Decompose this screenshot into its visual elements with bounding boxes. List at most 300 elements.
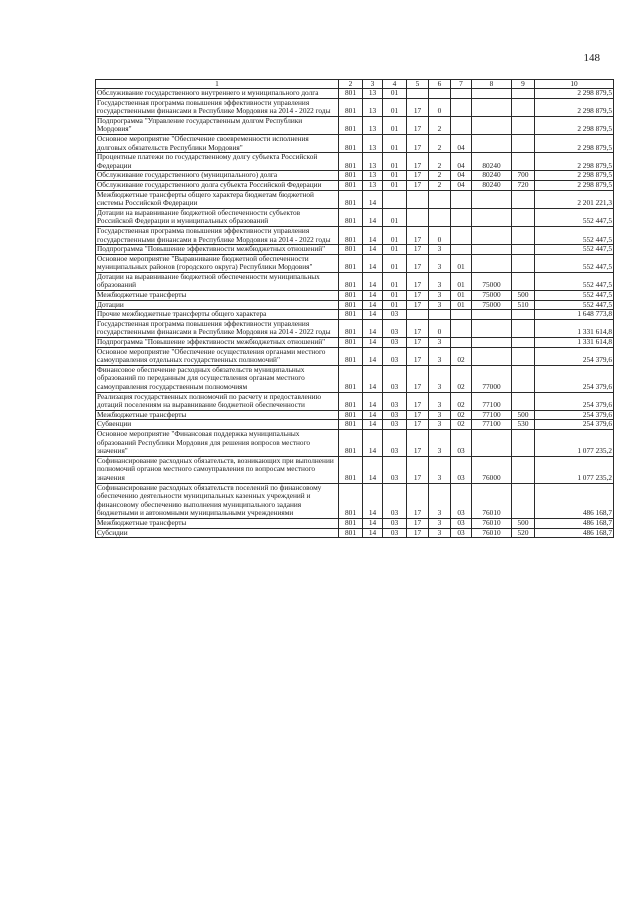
row-name: Процентные платежи по государственному долгу субъекта Российской Федерации [96, 153, 339, 171]
row-code-8 [472, 429, 512, 456]
row-code-5: 17 [407, 456, 429, 483]
row-code-3: 14 [363, 365, 383, 392]
table-row [96, 347, 614, 365]
row-code-4: 03 [383, 410, 407, 420]
row-code-3: 14 [363, 226, 383, 244]
row-name: Основное мероприятие "Выравнивание бюджетной обеспеченности муниципальных районов (городского округа) Республики Мордовия" [96, 254, 339, 272]
column-header: 3 [363, 80, 383, 89]
row-code-3: 14 [363, 254, 383, 272]
row-code-5: 17 [407, 134, 429, 152]
row-code-7: 02 [451, 392, 472, 410]
row-code-7: 03 [451, 518, 472, 528]
row-code-8: 76010 [472, 518, 512, 528]
row-code-6: 2 [429, 180, 451, 190]
row-code-9: 700 [512, 171, 535, 181]
column-header: 1 [96, 80, 339, 89]
row-code-5: 17 [407, 245, 429, 255]
row-code-5: 17 [407, 254, 429, 272]
row-code-7: 03 [451, 528, 472, 538]
row-name: Государственная программа повышения эффективности управления государственными финансами в Республике Мордовия на 2014 - 2022 годы [96, 319, 339, 337]
row-code-2: 801 [339, 245, 363, 255]
column-header: 10 [535, 80, 614, 89]
row-code-9 [512, 272, 535, 290]
table-row [96, 365, 614, 392]
row-amount: 1 331 614,8 [535, 338, 614, 348]
row-code-5: 17 [407, 347, 429, 365]
row-code-4: 03 [383, 365, 407, 392]
row-name: Субсидии [96, 528, 339, 538]
row-code-2: 801 [339, 98, 363, 116]
row-amount: 552 447,5 [535, 254, 614, 272]
row-code-7 [451, 310, 472, 320]
row-code-7: 02 [451, 347, 472, 365]
table-row [96, 254, 614, 272]
row-code-2: 801 [339, 291, 363, 301]
row-code-6: 3 [429, 245, 451, 255]
row-code-3: 13 [363, 98, 383, 116]
row-amount: 2 298 879,5 [535, 116, 614, 134]
row-code-6 [429, 208, 451, 226]
row-code-4: 03 [383, 347, 407, 365]
row-code-7: 03 [451, 483, 472, 518]
row-code-6: 2 [429, 171, 451, 181]
row-code-2: 801 [339, 310, 363, 320]
row-code-4: 03 [383, 338, 407, 348]
row-code-8 [472, 89, 512, 99]
row-code-9 [512, 190, 535, 208]
row-code-9 [512, 134, 535, 152]
row-name: Софинансирование расходных обязательств поселений по финансовому обеспечению деятельности муниципальных казенных учреждений и финансовому обеспечению выполнения муниципального задания бюджетными и автономными муниципальными учреждениями [96, 483, 339, 518]
row-code-5: 17 [407, 483, 429, 518]
row-code-5: 17 [407, 153, 429, 171]
row-code-3: 14 [363, 338, 383, 348]
row-code-8: 76010 [472, 483, 512, 518]
row-code-5: 17 [407, 291, 429, 301]
table-row [96, 300, 614, 310]
row-code-2: 801 [339, 338, 363, 348]
row-code-9 [512, 429, 535, 456]
row-code-9 [512, 310, 535, 320]
row-code-7 [451, 319, 472, 337]
column-header: 2 [339, 80, 363, 89]
row-code-7: 04 [451, 171, 472, 181]
row-code-2: 801 [339, 528, 363, 538]
row-code-8 [472, 116, 512, 134]
row-code-9 [512, 483, 535, 518]
row-code-2: 801 [339, 410, 363, 420]
row-code-5 [407, 190, 429, 208]
row-code-4: 03 [383, 420, 407, 430]
row-code-3: 14 [363, 208, 383, 226]
row-code-7: 04 [451, 134, 472, 152]
row-code-5: 17 [407, 365, 429, 392]
row-code-4: 03 [383, 319, 407, 337]
row-code-3: 14 [363, 245, 383, 255]
row-code-6: 3 [429, 420, 451, 430]
row-code-5: 17 [407, 338, 429, 348]
table-row [96, 116, 614, 134]
row-code-7: 02 [451, 420, 472, 430]
row-amount: 486 168,7 [535, 518, 614, 528]
row-code-8: 75000 [472, 291, 512, 301]
row-code-3: 14 [363, 420, 383, 430]
row-code-3: 14 [363, 518, 383, 528]
row-code-2: 801 [339, 518, 363, 528]
row-amount: 254 379,6 [535, 365, 614, 392]
row-code-6: 0 [429, 98, 451, 116]
row-code-2: 801 [339, 429, 363, 456]
row-amount: 2 298 879,5 [535, 98, 614, 116]
table-row [96, 171, 614, 181]
row-code-6: 3 [429, 347, 451, 365]
row-code-5: 17 [407, 319, 429, 337]
row-amount: 2 298 879,5 [535, 153, 614, 171]
row-code-3: 14 [363, 392, 383, 410]
row-code-5: 17 [407, 300, 429, 310]
row-code-9: 510 [512, 300, 535, 310]
row-code-7: 01 [451, 272, 472, 290]
row-code-3: 13 [363, 180, 383, 190]
row-code-9: 530 [512, 420, 535, 430]
row-code-4: 01 [383, 116, 407, 134]
row-name: Реализация государственных полномочий по расчету и предоставлению дотаций поселениям на выравнивание бюджетной обеспеченности [96, 392, 339, 410]
row-code-6: 3 [429, 392, 451, 410]
row-code-5: 17 [407, 392, 429, 410]
row-code-7: 02 [451, 365, 472, 392]
row-code-6: 3 [429, 456, 451, 483]
row-code-8 [472, 208, 512, 226]
row-code-3: 13 [363, 89, 383, 99]
row-code-6: 0 [429, 226, 451, 244]
row-code-5: 17 [407, 180, 429, 190]
row-code-2: 801 [339, 483, 363, 518]
column-header: 9 [512, 80, 535, 89]
row-code-9 [512, 153, 535, 171]
row-code-7: 04 [451, 153, 472, 171]
row-code-5 [407, 89, 429, 99]
table-row [96, 528, 614, 538]
row-amount: 254 379,6 [535, 392, 614, 410]
row-code-8: 75000 [472, 300, 512, 310]
row-code-2: 801 [339, 254, 363, 272]
row-code-3: 13 [363, 171, 383, 181]
row-code-4: 03 [383, 456, 407, 483]
row-code-6: 3 [429, 338, 451, 348]
row-code-9 [512, 116, 535, 134]
row-code-4: 01 [383, 272, 407, 290]
table-row [96, 98, 614, 116]
row-code-5: 17 [407, 410, 429, 420]
row-code-8 [472, 134, 512, 152]
row-name: Обслуживание государственного долга субъекта Российской Федерации [96, 180, 339, 190]
row-code-2: 801 [339, 420, 363, 430]
row-code-5: 17 [407, 528, 429, 538]
row-name: Подпрограмма "Повышение эффективности межбюджетных отношений" [96, 245, 339, 255]
row-name: Субвенции [96, 420, 339, 430]
row-code-5: 17 [407, 116, 429, 134]
column-header: 4 [383, 80, 407, 89]
row-amount: 552 447,5 [535, 226, 614, 244]
row-code-8: 77100 [472, 392, 512, 410]
row-code-6: 2 [429, 153, 451, 171]
column-header: 8 [472, 80, 512, 89]
row-code-8 [472, 226, 512, 244]
row-code-8 [472, 338, 512, 348]
row-code-7: 04 [451, 180, 472, 190]
row-name: Подпрограмма "Повышение эффективности межбюджетных отношений" [96, 338, 339, 348]
row-code-7 [451, 89, 472, 99]
row-code-3: 14 [363, 300, 383, 310]
row-code-7 [451, 116, 472, 134]
row-code-6: 3 [429, 429, 451, 456]
row-code-5: 17 [407, 429, 429, 456]
row-code-9 [512, 456, 535, 483]
row-amount: 552 447,5 [535, 208, 614, 226]
row-name: Межбюджетные трансферты общего характера бюджетам бюджетной системы Российской Федерации [96, 190, 339, 208]
row-code-3: 14 [363, 410, 383, 420]
row-code-4: 01 [383, 254, 407, 272]
row-code-3: 13 [363, 153, 383, 171]
row-code-6: 3 [429, 254, 451, 272]
row-amount: 2 201 221,3 [535, 190, 614, 208]
row-code-6: 3 [429, 291, 451, 301]
row-code-3: 13 [363, 116, 383, 134]
row-code-4: 01 [383, 134, 407, 152]
row-code-7 [451, 98, 472, 116]
row-amount: 1 077 235,2 [535, 456, 614, 483]
row-code-4: 03 [383, 392, 407, 410]
row-code-3: 14 [363, 310, 383, 320]
row-code-4: 01 [383, 208, 407, 226]
table-row [96, 310, 614, 320]
row-code-6 [429, 310, 451, 320]
row-code-6 [429, 89, 451, 99]
row-code-7: 01 [451, 291, 472, 301]
table-row [96, 180, 614, 190]
table-row [96, 518, 614, 528]
row-code-9: 500 [512, 410, 535, 420]
row-code-9: 500 [512, 291, 535, 301]
row-code-2: 801 [339, 171, 363, 181]
row-code-6: 3 [429, 272, 451, 290]
row-name: Межбюджетные трансферты [96, 518, 339, 528]
row-code-8 [472, 245, 512, 255]
row-code-2: 801 [339, 208, 363, 226]
row-name: Государственная программа повышения эффективности управления государственными финансами в Республике Мордовия на 2014 - 2022 годы [96, 226, 339, 244]
row-code-8 [472, 347, 512, 365]
table-row [96, 429, 614, 456]
row-code-6: 3 [429, 518, 451, 528]
row-code-2: 801 [339, 365, 363, 392]
table-row [96, 272, 614, 290]
row-code-2: 801 [339, 272, 363, 290]
row-code-6: 3 [429, 483, 451, 518]
row-code-3: 14 [363, 429, 383, 456]
row-amount: 2 298 879,5 [535, 180, 614, 190]
row-name: Прочие межбюджетные трансферты общего характера [96, 310, 339, 320]
page-number: 148 [583, 52, 600, 64]
row-code-8: 76010 [472, 528, 512, 538]
row-code-6: 3 [429, 300, 451, 310]
row-code-7: 03 [451, 429, 472, 456]
column-header: 7 [451, 80, 472, 89]
row-code-2: 801 [339, 134, 363, 152]
row-code-9 [512, 392, 535, 410]
row-code-6 [429, 190, 451, 208]
row-code-2: 801 [339, 116, 363, 134]
row-amount: 254 379,6 [535, 347, 614, 365]
row-code-4: 01 [383, 98, 407, 116]
row-code-8: 80240 [472, 171, 512, 181]
row-code-4: 01 [383, 245, 407, 255]
row-code-3: 14 [363, 483, 383, 518]
row-amount: 552 447,5 [535, 245, 614, 255]
row-code-2: 801 [339, 180, 363, 190]
row-name: Основное мероприятие "Обеспечение своевременности исполнения долговых обязательств Республики Мордовия" [96, 134, 339, 152]
row-amount: 2 298 879,5 [535, 134, 614, 152]
row-amount: 552 447,5 [535, 300, 614, 310]
row-code-3: 13 [363, 134, 383, 152]
row-code-9: 520 [512, 528, 535, 538]
column-header: 6 [429, 80, 451, 89]
row-code-7 [451, 245, 472, 255]
table-row [96, 89, 614, 99]
row-code-4: 03 [383, 518, 407, 528]
row-code-4: 03 [383, 429, 407, 456]
row-code-9 [512, 208, 535, 226]
row-code-9: 720 [512, 180, 535, 190]
row-code-4: 03 [383, 528, 407, 538]
table-row [96, 208, 614, 226]
table-row [96, 456, 614, 483]
row-code-9: 500 [512, 518, 535, 528]
row-code-9 [512, 89, 535, 99]
row-code-8 [472, 98, 512, 116]
row-amount: 486 168,7 [535, 483, 614, 518]
row-code-7: 01 [451, 300, 472, 310]
row-name: Основное мероприятие "Финансовая поддержка муниципальных образований Республики Мордовия для решения вопросов местного значения" [96, 429, 339, 456]
row-code-9 [512, 98, 535, 116]
row-code-4: 03 [383, 310, 407, 320]
table-row [96, 410, 614, 420]
row-name: Государственная программа повышения эффективности управления государственными финансами в Республике Мордовия на 2014 - 2022 годы [96, 98, 339, 116]
row-code-6: 2 [429, 134, 451, 152]
row-amount: 2 298 879,5 [535, 89, 614, 99]
row-amount: 254 379,6 [535, 420, 614, 430]
row-amount: 1 648 773,8 [535, 310, 614, 320]
row-code-4: 01 [383, 226, 407, 244]
row-code-8 [472, 190, 512, 208]
table-row [96, 134, 614, 152]
row-code-2: 801 [339, 392, 363, 410]
row-code-2: 801 [339, 226, 363, 244]
row-amount: 552 447,5 [535, 291, 614, 301]
row-code-5 [407, 208, 429, 226]
row-name: Финансовое обеспечение расходных обязательств муниципальных образований по переданным для осуществления органам местного самоуправления государственным полномочиям [96, 365, 339, 392]
row-code-9 [512, 254, 535, 272]
column-header: 5 [407, 80, 429, 89]
row-code-8: 77100 [472, 420, 512, 430]
row-amount: 2 298 879,5 [535, 171, 614, 181]
row-code-7 [451, 190, 472, 208]
budget-table [95, 79, 614, 538]
row-code-2: 801 [339, 89, 363, 99]
row-code-4: 01 [383, 171, 407, 181]
row-code-3: 14 [363, 347, 383, 365]
row-code-7 [451, 338, 472, 348]
row-name: Дотации на выравнивание бюджетной обеспеченности субъектов Российской Федерации и муниципальных образований [96, 208, 339, 226]
row-code-5: 17 [407, 226, 429, 244]
row-code-9 [512, 338, 535, 348]
table-row [96, 153, 614, 171]
table-row [96, 420, 614, 430]
table-row [96, 483, 614, 518]
row-code-2: 801 [339, 153, 363, 171]
row-code-2: 801 [339, 190, 363, 208]
row-code-2: 801 [339, 300, 363, 310]
row-code-4: 01 [383, 300, 407, 310]
row-code-7 [451, 226, 472, 244]
row-name: Дотации на выравнивание бюджетной обеспеченности муниципальных образований [96, 272, 339, 290]
row-code-5 [407, 310, 429, 320]
row-amount: 486 168,7 [535, 528, 614, 538]
row-code-5: 17 [407, 272, 429, 290]
row-code-7: 01 [451, 254, 472, 272]
row-code-6: 3 [429, 365, 451, 392]
row-name: Софинансирование расходных обязательств, возникающих при выполнении полномочий органов местного самоуправления по вопросам местного значения [96, 456, 339, 483]
row-code-8 [472, 310, 512, 320]
row-code-4 [383, 190, 407, 208]
row-code-8: 80240 [472, 153, 512, 171]
row-code-6: 2 [429, 116, 451, 134]
table-row [96, 291, 614, 301]
table-row [96, 190, 614, 208]
row-code-6: 3 [429, 528, 451, 538]
row-amount: 552 447,5 [535, 272, 614, 290]
row-code-3: 14 [363, 528, 383, 538]
row-name: Обслуживание государственного внутреннего и муниципального долга [96, 89, 339, 99]
row-name: Подпрограмма "Управление государственным долгом Республики Мордовия" [96, 116, 339, 134]
row-code-8: 76000 [472, 456, 512, 483]
row-code-4: 01 [383, 89, 407, 99]
row-amount: 1 077 235,2 [535, 429, 614, 456]
table-row [96, 245, 614, 255]
row-name: Межбюджетные трансферты [96, 410, 339, 420]
row-code-8: 80240 [472, 180, 512, 190]
row-code-8 [472, 319, 512, 337]
row-code-4: 01 [383, 153, 407, 171]
row-code-9 [512, 245, 535, 255]
row-code-2: 801 [339, 347, 363, 365]
row-code-3: 14 [363, 272, 383, 290]
row-code-7: 02 [451, 410, 472, 420]
row-code-5: 17 [407, 518, 429, 528]
row-code-5: 17 [407, 420, 429, 430]
row-code-4: 01 [383, 291, 407, 301]
row-code-6: 0 [429, 319, 451, 337]
row-code-9 [512, 319, 535, 337]
row-code-8: 75000 [472, 272, 512, 290]
table-row [96, 319, 614, 337]
row-code-2: 801 [339, 319, 363, 337]
row-code-3: 14 [363, 456, 383, 483]
row-code-7: 03 [451, 456, 472, 483]
row-code-8 [472, 254, 512, 272]
row-code-5: 17 [407, 171, 429, 181]
row-amount: 1 331 614,8 [535, 319, 614, 337]
row-code-6: 3 [429, 410, 451, 420]
row-code-3: 14 [363, 291, 383, 301]
